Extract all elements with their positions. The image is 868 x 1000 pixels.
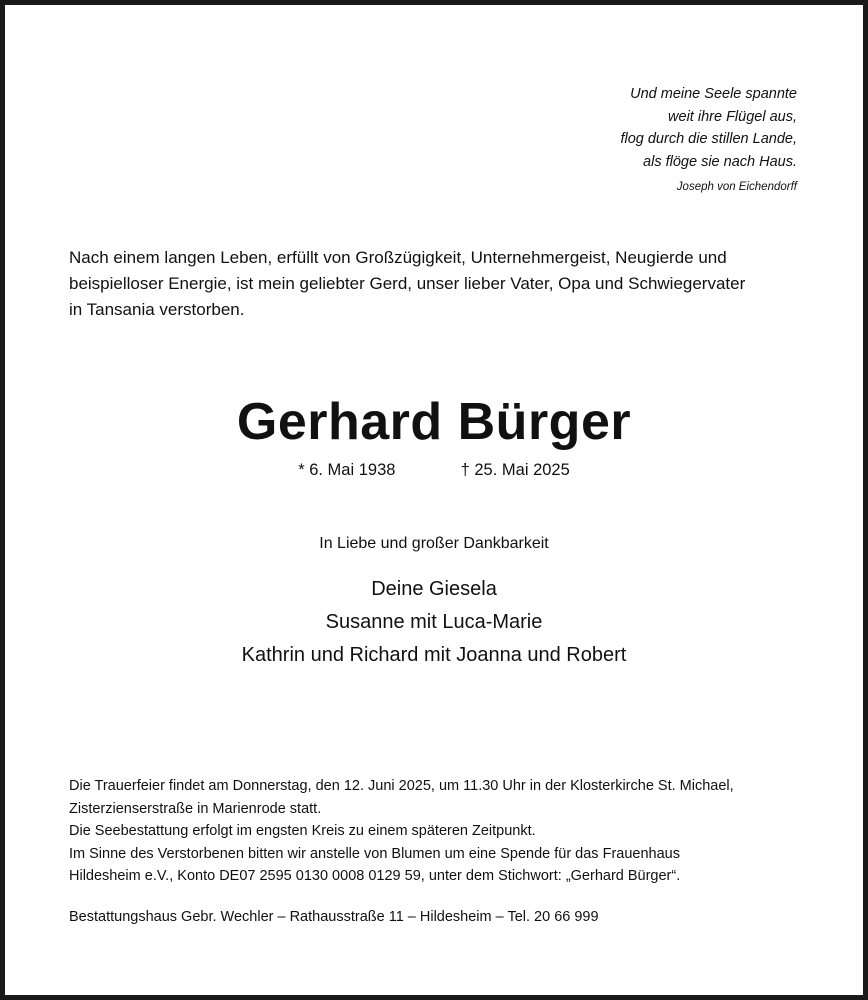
poem-author: Joseph von Eichendorff bbox=[676, 181, 797, 193]
intro-line: Nach einem langen Leben, erfüllt von Großzügigkeit, Unternehmergeist, Neugierde und bbox=[69, 248, 727, 267]
family-line: Kathrin und Richard mit Joanna und Robert bbox=[241, 644, 627, 666]
details-line: Zisterzienserstraße in Marienrode statt. bbox=[69, 800, 322, 817]
poem-line: weit ihre Flügel aus, bbox=[668, 108, 797, 125]
intro-line: in Tansania verstorben. bbox=[69, 300, 245, 319]
birth-date: * 6. Mai 1938 bbox=[298, 461, 396, 479]
family-signatures bbox=[5, 573, 863, 672]
ceremony-details bbox=[69, 775, 805, 888]
deceased-name: Gerhard Bürger bbox=[236, 393, 632, 451]
details-line: Die Trauerfeier findet am Donnerstag, den 12. Juni 2025, um 11.30 Uhr in der Klosterkirche St. Michael, bbox=[69, 778, 734, 794]
family-line: Susanne mit Luca-Marie bbox=[325, 611, 543, 633]
intro-paragraph bbox=[69, 245, 805, 323]
family-line: Deine Giesela bbox=[371, 578, 497, 600]
death-date: † 25. Mai 2025 bbox=[460, 461, 570, 479]
intro-line: beispielloser Energie, ist mein geliebter Gerd, unser lieber Vater, Opa und Schwiegervater bbox=[69, 274, 746, 293]
poem-line: als flöge sie nach Haus. bbox=[643, 153, 797, 170]
details-line: Im Sinne des Verstorbenen bitten wir anstelle von Blumen um eine Spende für das Frauenhaus bbox=[69, 845, 680, 862]
life-dates bbox=[5, 461, 863, 480]
details-line: Die Seebestattung erfolgt im engsten Kreis zu einem späteren Zeitpunkt. bbox=[69, 823, 536, 839]
thanks-line: In Liebe und großer Dankbarkeit bbox=[319, 535, 549, 552]
details-line: Hildesheim e.V., Konto DE07 2595 0130 0008 0129 59, unter dem Stichwort: „Gerhard Bürger“. bbox=[69, 868, 681, 884]
poem-line: flog durch die stillen Lande, bbox=[620, 131, 797, 147]
poem-quote bbox=[620, 83, 797, 197]
undertaker-info: Bestattungshaus Gebr. Wechler – Rathausstraße 11 – Hildesheim – Tel. 20 66 999 bbox=[69, 909, 599, 925]
poem-line: Und meine Seele spannte bbox=[630, 86, 797, 102]
